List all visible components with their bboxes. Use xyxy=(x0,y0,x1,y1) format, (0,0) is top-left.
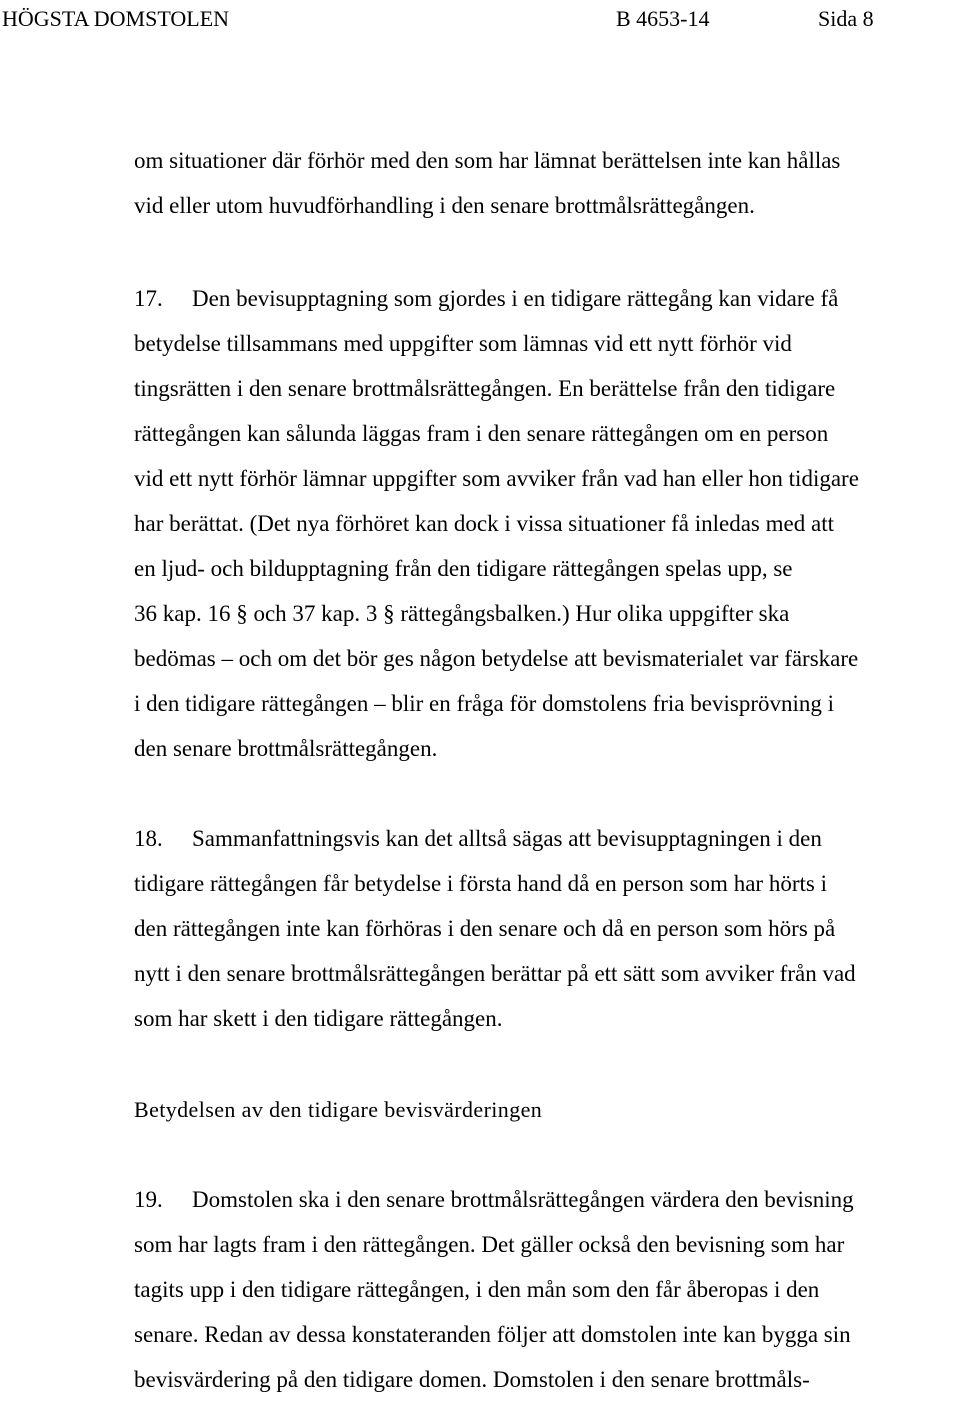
paragraph-number: 19. xyxy=(134,1187,163,1212)
text-line: vid ett nytt förhör lämnar uppgifter som avviker från vad han eller hon tidigare xyxy=(134,466,859,491)
text-line: Den bevisupptagning som gjordes i en tidigare rättegång kan vidare få xyxy=(192,286,839,311)
paragraph-18 xyxy=(134,816,960,1041)
text-line: senare. Redan av dessa konstateranden följer att domstolen inte kan bygga sin xyxy=(134,1322,851,1347)
text-line: bevisvärdering på den tidigare domen. Domstolen i den senare brottmåls- xyxy=(134,1367,810,1392)
text-line: i den tidigare rättegången – blir en fråga för domstolens fria bevisprövning i xyxy=(134,691,835,716)
text-line: rättegången kan sålunda läggas fram i den senare rättegången om en person xyxy=(134,421,829,446)
text-line: nytt i den senare brottmålsrättegången berättar på ett sätt som avviker från vad xyxy=(134,961,856,986)
text-line: en ljud- och bildupptagning från den tidigare rättegången spelas upp, se xyxy=(134,556,793,581)
case-number: B 4653-14 xyxy=(616,6,710,31)
section-heading: Betydelsen av den tidigare bevisvärderingen xyxy=(134,1097,543,1122)
text-line: om situationer där förhör med den som har lämnat berättelsen inte kan hållas xyxy=(134,148,841,173)
text-line: den senare brottmålsrättegången. xyxy=(134,736,438,761)
paragraph-17 xyxy=(134,276,960,771)
text-line: Domstolen ska i den senare brottmålsrättegången värdera den bevisning xyxy=(192,1187,854,1212)
text-line-first xyxy=(134,1177,960,1222)
text-line: har berättat. (Det nya förhöret kan dock i vissa situationer få inledas med att xyxy=(134,511,834,536)
paragraph-number: 17. xyxy=(134,286,163,311)
text-line: som har lagts fram i den rättegången. Det gäller också den bevisning som har xyxy=(134,1232,845,1257)
court-name: HÖGSTA DOMSTOLEN xyxy=(2,6,230,31)
paragraph-continued xyxy=(134,138,960,228)
text-line: den rättegången inte kan förhöras i den senare och då en person som hörs på xyxy=(134,916,836,941)
text-line-first xyxy=(134,816,960,861)
paragraph-19 xyxy=(134,1177,960,1402)
text-line: 36 kap. 16 § och 37 kap. 3 § rättegångsbalken.) Hur olika uppgifter ska xyxy=(134,601,790,626)
text-line: som har skett i den tidigare rättegången. xyxy=(134,1006,503,1031)
text-line: tingsrätten i den senare brottmålsrättegången. En berättelse från den tidigare xyxy=(134,376,836,401)
page-number: Sida 8 xyxy=(818,6,874,31)
text-line: tagits upp i den tidigare rättegången, i den mån som den får åberopas i den xyxy=(134,1277,820,1302)
paragraph-number: 18. xyxy=(134,826,163,851)
text-line: Sammanfattningsvis kan det alltså sägas att bevisupptagningen i den xyxy=(192,826,822,851)
page-header xyxy=(0,4,960,34)
text-line: betydelse tillsammans med uppgifter som lämnas vid ett nytt förhör vid xyxy=(134,331,792,356)
text-line: vid eller utom huvudförhandling i den senare brottmålsrättegången. xyxy=(134,193,755,218)
text-line: tidigare rättegången får betydelse i första hand då en person som har hörts i xyxy=(134,871,827,896)
text-line: bedömas – och om det bör ges någon betydelse att bevismaterialet var färskare xyxy=(134,646,859,671)
text-line-first xyxy=(134,276,960,321)
